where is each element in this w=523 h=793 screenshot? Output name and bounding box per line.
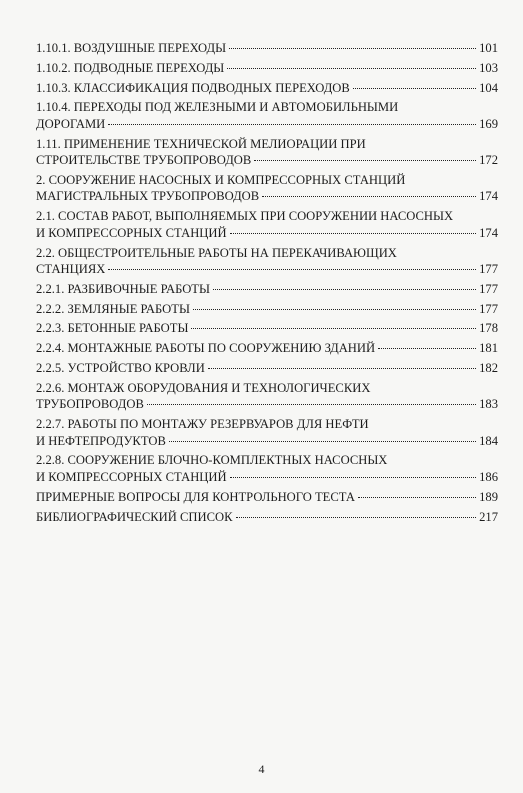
toc-entry-line bbox=[36, 116, 498, 133]
toc-entry-line bbox=[36, 225, 498, 242]
toc-entry-title-line: И КОМПРЕССОРНЫХ СТАНЦИЙ bbox=[36, 469, 227, 484]
dot-leader bbox=[236, 517, 477, 518]
toc-page-number: 174 bbox=[479, 189, 498, 204]
toc-entry-line bbox=[36, 433, 498, 450]
toc-entry[interactable] bbox=[36, 281, 498, 298]
toc-entry-line bbox=[36, 360, 498, 377]
table-of-contents bbox=[36, 40, 498, 528]
toc-entry[interactable] bbox=[36, 360, 498, 377]
toc-page-number: 101 bbox=[479, 41, 498, 55]
toc-entry-title-line: 2.2.2. ЗЕМЛЯНЫЕ РАБОТЫ bbox=[36, 301, 190, 316]
toc-entry[interactable] bbox=[36, 416, 498, 449]
toc-page-number: 189 bbox=[479, 489, 498, 504]
dot-leader bbox=[229, 48, 476, 49]
toc-entry[interactable] bbox=[36, 60, 498, 77]
toc-entry[interactable] bbox=[36, 208, 498, 241]
page-number: 4 bbox=[258, 762, 265, 776]
dot-leader bbox=[208, 368, 476, 369]
toc-entry[interactable] bbox=[36, 136, 498, 169]
dot-leader bbox=[193, 309, 476, 310]
toc-entry-line bbox=[36, 188, 498, 205]
toc-entry-title-line: 2. СООРУЖЕНИЕ НАСОСНЫХ И КОМПРЕССОРНЫХ СТАНЦИЙ bbox=[36, 172, 406, 187]
toc-entry-line bbox=[36, 301, 498, 318]
toc-entry-line bbox=[36, 80, 498, 97]
dot-leader bbox=[147, 404, 476, 405]
toc-entry-title-line: 1.10.4. ПЕРЕХОДЫ ПОД ЖЕЛЕЗНЫМИ И АВТОМОБИЛЬНЫМИ bbox=[36, 100, 399, 115]
dot-leader bbox=[358, 497, 476, 498]
toc-page-number: 174 bbox=[479, 225, 498, 240]
dot-leader bbox=[227, 68, 476, 69]
toc-entry-title-line: ПРИМЕРНЫЕ ВОПРОСЫ ДЛЯ КОНТРОЛЬНОГО ТЕСТА bbox=[36, 489, 355, 504]
toc-page-number: 178 bbox=[479, 321, 498, 336]
toc-page-number: 103 bbox=[479, 60, 498, 75]
toc-entry-line bbox=[36, 340, 498, 357]
toc-entry-title-line: 1.10.2. ПОДВОДНЫЕ ПЕРЕХОДЫ bbox=[36, 60, 225, 75]
toc-entry-title-line: И НЕФТЕПРОДУКТОВ bbox=[36, 433, 166, 448]
toc-entry-line bbox=[36, 469, 498, 486]
toc-entry[interactable] bbox=[36, 320, 498, 337]
dot-leader bbox=[191, 328, 476, 329]
toc-page-number: 184 bbox=[479, 433, 498, 448]
toc-entry-title-line: 2.2.4. МОНТАЖНЫЕ РАБОТЫ ПО СООРУЖЕНИЮ ЗДАНИЙ bbox=[36, 341, 376, 356]
toc-page-number: 177 bbox=[479, 262, 498, 277]
dot-leader bbox=[230, 233, 477, 234]
toc-entry-title-line: МАГИСТРАЛЬНЫХ ТРУБОПРОВОДОВ bbox=[36, 189, 260, 204]
toc-entry-title-line: 2.1. СОСТАВ РАБОТ, ВЫПОЛНЯЕМЫХ ПРИ СООРУЖЕНИИ НАСОСНЫХ bbox=[36, 209, 454, 224]
toc-entry-line bbox=[36, 281, 498, 298]
dot-leader bbox=[230, 477, 477, 478]
toc-entry[interactable] bbox=[36, 245, 498, 278]
toc-entry-line bbox=[36, 509, 498, 526]
toc-entry[interactable] bbox=[36, 40, 498, 57]
toc-entry-title-line: ДОРОГАМИ bbox=[36, 116, 106, 131]
toc-entry-title-line: ТРУБОПРОВОДОВ bbox=[36, 397, 144, 412]
toc-page-number: 172 bbox=[479, 153, 498, 168]
dot-leader bbox=[262, 196, 476, 197]
dot-leader bbox=[378, 348, 476, 349]
toc-entry-line bbox=[36, 40, 498, 57]
toc-entry[interactable] bbox=[36, 301, 498, 318]
toc-entry[interactable] bbox=[36, 509, 498, 526]
toc-entry-line bbox=[36, 489, 498, 506]
toc-entry-title-line: 2.2.5. УСТРОЙСТВО КРОВЛИ bbox=[36, 361, 205, 376]
toc-entry-title-line: 2.2.3. БЕТОННЫЕ РАБОТЫ bbox=[36, 321, 189, 336]
toc-entry-title-line: СТРОИТЕЛЬСТВЕ ТРУБОПРОВОДОВ bbox=[36, 153, 252, 168]
toc-entry-line bbox=[36, 152, 498, 169]
toc-page-number: 177 bbox=[479, 301, 498, 316]
dot-leader bbox=[353, 88, 476, 89]
toc-page-number: 104 bbox=[479, 80, 498, 95]
toc-entry[interactable] bbox=[36, 489, 498, 506]
toc-entry[interactable] bbox=[36, 340, 498, 357]
toc-entry[interactable] bbox=[36, 452, 498, 485]
toc-entry-title-line: 2.2.1. РАЗБИВОЧНЫЕ РАБОТЫ bbox=[36, 281, 210, 296]
toc-page-number: 186 bbox=[479, 469, 498, 484]
toc-entry-line bbox=[36, 320, 498, 337]
dot-leader bbox=[108, 124, 476, 125]
toc-page-number: 183 bbox=[479, 397, 498, 412]
toc-page-number: 169 bbox=[479, 116, 498, 131]
toc-page-number: 181 bbox=[479, 341, 498, 356]
toc-entry-title-line: И КОМПРЕССОРНЫХ СТАНЦИЙ bbox=[36, 225, 227, 240]
toc-entry-line bbox=[36, 60, 498, 77]
toc-entry-title-line: СТАНЦИЯХ bbox=[36, 262, 106, 277]
dot-leader bbox=[108, 269, 476, 270]
toc-page-number: 217 bbox=[479, 509, 498, 524]
toc-entry[interactable] bbox=[36, 380, 498, 413]
toc-entry-title-line: БИБЛИОГРАФИЧЕСКИЙ СПИСОК bbox=[36, 509, 233, 524]
toc-entry-line bbox=[36, 261, 498, 278]
toc-entry-title-line: 1.10.3. КЛАССИФИКАЦИЯ ПОДВОДНЫХ ПЕРЕХОДОВ bbox=[36, 80, 350, 95]
toc-entry-title-line: 2.2. ОБЩЕСТРОИТЕЛЬНЫЕ РАБОТЫ НА ПЕРЕКАЧИВАЮЩИХ bbox=[36, 245, 397, 260]
toc-entry[interactable] bbox=[36, 80, 498, 97]
dot-leader bbox=[254, 160, 476, 161]
toc-entry-line bbox=[36, 396, 498, 413]
toc-entry-title-line: 1.10.1. ВОЗДУШНЫЕ ПЕРЕХОДЫ bbox=[36, 41, 227, 55]
dot-leader bbox=[213, 289, 476, 290]
toc-entry-title-line: 2.2.7. РАБОТЫ ПО МОНТАЖУ РЕЗЕРВУАРОВ ДЛЯ НЕФТИ bbox=[36, 417, 369, 432]
toc-entry[interactable] bbox=[36, 172, 498, 205]
toc-entry-title-line: 1.11. ПРИМЕНЕНИЕ ТЕХНИЧЕСКОЙ МЕЛИОРАЦИИ ПРИ bbox=[36, 136, 366, 151]
toc-entry-title-line: 2.2.6. МОНТАЖ ОБОРУДОВАНИЯ И ТЕХНОЛОГИЧЕСКИХ bbox=[36, 380, 371, 395]
dot-leader bbox=[169, 441, 476, 442]
toc-entry[interactable] bbox=[36, 99, 498, 132]
toc-entry-title-line: 2.2.8. СООРУЖЕНИЕ БЛОЧНО-КОМПЛЕКТНЫХ НАСОСНЫХ bbox=[36, 453, 388, 468]
toc-page-number: 177 bbox=[479, 281, 498, 296]
toc-page-number: 182 bbox=[479, 361, 498, 376]
